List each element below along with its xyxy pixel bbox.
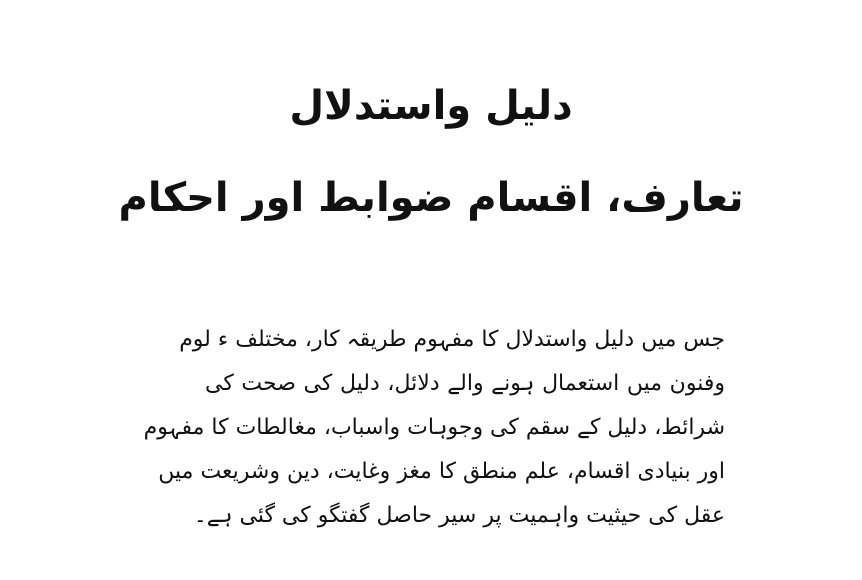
page-subtitle: تعارف، اقسام ضوابط اور احکام <box>118 175 744 221</box>
paragraph-line: اور بنیادی اقسام، علم منطق کا مغز وغایت، دین وشریعت میں <box>158 459 725 484</box>
paragraph-line: شرائط، دلیل کے سقم کی وجوہات واسباب، مغالطات کا مفہوم <box>143 415 725 440</box>
paragraph-line: وفنون میں استعمال ہونے والے دلائل، دلیل کی صحت کی <box>205 371 725 396</box>
description-paragraph <box>143 318 725 538</box>
paragraph-line: عقل کی حیثیت واہمیت پر سیر حاصل گفتگو کی گئی ہے۔ <box>193 503 725 528</box>
paragraph-line: جس میں دلیل واستدلال کا مفہوم طریقہ کار، مختلف ء لوم <box>179 327 725 352</box>
page-title: دلیل واستدلال <box>289 83 573 129</box>
